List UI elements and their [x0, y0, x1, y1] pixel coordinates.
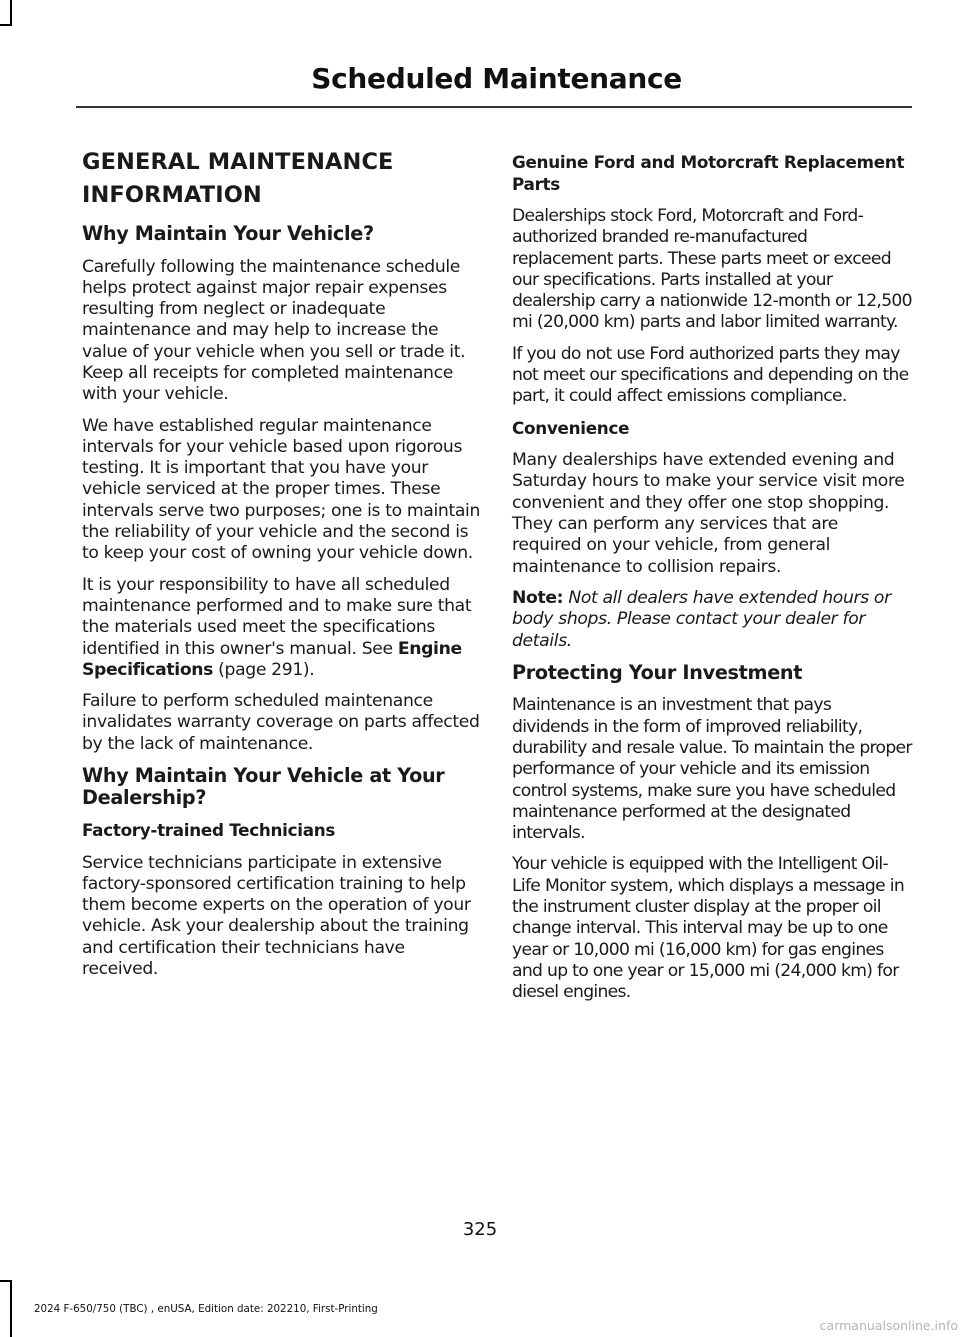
page-number: 325 — [462, 1219, 498, 1240]
note — [512, 588, 912, 652]
subheading-genuine-parts: Genuine Ford and Motorcraft Replacement Parts — [512, 152, 905, 194]
paragraph: Service technicians participate in extensive factory-sponsored certification training to help them become experts on the operation of your vehicle. Ask your dealership about the training and certification their technicians have received. — [82, 852, 471, 980]
footer-edition: 2024 F-650/750 (TBC) , enUSA, Edition date: 202210, First-Printing — [34, 1303, 378, 1315]
paragraph-text: It is your responsibility to have all scheduled maintenance performed and to make sure that the materials used meet the specifications identified in this owner's manual. See — [82, 574, 472, 659]
crop-mark — [10, 0, 12, 24]
section-heading-line2: INFORMATION — [82, 182, 262, 208]
note-text: Not all dealers have extended hours or body shops. Please contact your dealer for details. — [512, 587, 891, 651]
subheading-technicians: Factory-trained Technicians — [82, 820, 336, 841]
section-heading-line1: GENERAL MAINTENANCE — [82, 149, 394, 175]
page-title: Scheduled Maintenance — [311, 62, 682, 95]
paragraph: Your vehicle is equipped with the Intelligent Oil-Life Monitor system, which displays a message in the instrument cluster display at the proper oil change interval. This interval may be up to one year or 10,000 mi (16,000 km) for gas engines and up to one year or 15,000 mi (24,000 km) for diesel engines. — [512, 854, 905, 1003]
paragraph: Failure to perform scheduled maintenance invalidates warranty coverage on parts affected by the lack of maintenance. — [82, 691, 480, 754]
subheading-why-maintain: Why Maintain Your Vehicle? — [82, 222, 374, 245]
section-heading — [82, 146, 482, 212]
paragraph: Many dealerships have extended evening and Saturday hours to make your service visit more convenient and they offer one stop shopping. They can perform any services that are required on your vehicle, from general maintenance to collision repairs. — [512, 450, 905, 577]
paragraph — [82, 575, 482, 681]
engine-specifications-link[interactable]: Engine Specifications — [82, 638, 462, 680]
subheading-convenience: Convenience — [512, 417, 630, 438]
subheading-dealership: Why Maintain Your Vehicle at Your Dealership? — [82, 764, 445, 809]
crop-mark — [0, 1280, 12, 1282]
right-column — [512, 148, 912, 1014]
subheading-protecting-investment: Protecting Your Investment — [512, 660, 803, 684]
paragraph: Maintenance is an investment that pays dividends in the form of improved reliability, durability and resale value. To maintain the proper performance of your vehicle and its emission control systems, make sure you have scheduled maintenance performed at the designated intervals. — [512, 695, 912, 844]
crop-mark — [10, 1280, 12, 1337]
watermark: carmanualsonline.info — [819, 1318, 958, 1333]
crop-mark — [0, 24, 12, 26]
header-divider — [76, 106, 912, 108]
paragraph: If you do not use Ford authorized parts they may not meet our specifications and depending on the part, it could affect emissions compliance. — [512, 343, 909, 407]
page-reference: (page 291). — [213, 659, 315, 680]
left-column — [82, 146, 482, 990]
paragraph: Dealerships stock Ford, Motorcraft and Ford-authorized branded re-manufactured replacement parts. These parts meet or exceed our specifications. Parts installed at your dealership carry a nationwide 12-month or 12,500 mi (20,000 km) parts and labor limited warranty. — [512, 206, 912, 333]
paragraph: Carefully following the maintenance schedule helps protect against major repair expenses resulting from neglect or inadequate maintenance and may help to increase the value of your vehicle when you sell or trade it. Keep all receipts for completed maintenance with your vehicle. — [82, 256, 466, 405]
note-label: Note: — [512, 587, 564, 608]
paragraph: We have established regular maintenance intervals for your vehicle based upon rigorous testing. It is important that you have your vehicle serviced at the proper times. These intervals serve two purposes; one is to maintain the reliability of your vehicle and the second is to keep your cost of owning your vehicle down. — [82, 415, 480, 564]
